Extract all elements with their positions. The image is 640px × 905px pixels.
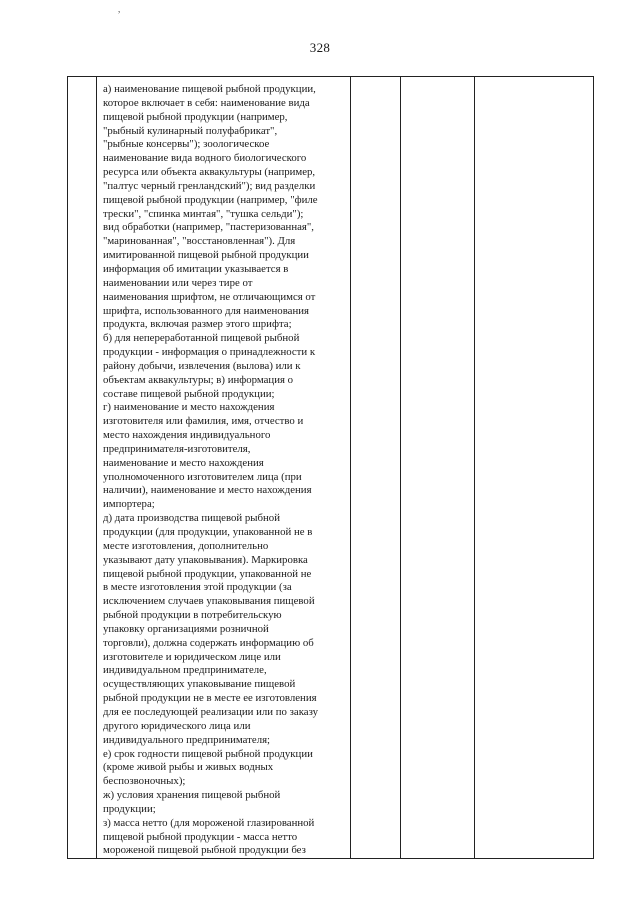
text-line: наименовании или через тире от (103, 276, 253, 289)
text-line: ресурса или объекта аквакультуры (например, (103, 166, 316, 179)
table-cell-empty (401, 77, 475, 859)
text-line: пищевой рыбной продукции, упакованной не (103, 567, 312, 580)
table-row (68, 77, 594, 859)
text-line: шрифта, использованного для наименования (103, 304, 309, 317)
text-line: торговли), должна содержать информацию об (103, 636, 314, 649)
text-line: наличии), наименование и место нахождения (103, 484, 312, 497)
text-line: исключением случаев упаковывания пищевой (103, 595, 315, 608)
text-line: пищевой рыбной продукции - масса нетто (103, 830, 298, 843)
text-line: продукции - информация о принадлежности к (103, 346, 316, 359)
text-line: рыбной продукции не в месте ее изготовления (103, 692, 317, 705)
table-cell-empty (351, 77, 401, 859)
text-line: д) дата производства пищевой рыбной (103, 512, 280, 525)
cell-text-block (97, 77, 350, 858)
text-line: пищевой рыбной продукции (например, "филе (103, 193, 318, 206)
text-line: наименования шрифтом, не отличающимся от (103, 290, 316, 303)
text-line: наименование вида водного биологического (103, 152, 307, 165)
text-line: упаковку организациями розничной (103, 622, 269, 635)
text-line: наименование и место нахождения (103, 456, 264, 469)
text-line: "маринованная", "восстановленная"). Для (103, 235, 296, 248)
text-line: продукции; (103, 802, 156, 815)
text-line: е) срок годности пищевой рыбной продукции (103, 747, 313, 760)
text-line: а) наименование пищевой рыбной продукции, (103, 83, 316, 95)
text-line: индивидуального предпринимателя; (103, 733, 271, 746)
text-line: рыбной продукции в потребительскую (103, 609, 282, 622)
text-line: составе пищевой рыбной продукции; (103, 387, 275, 400)
text-line: уполномоченного изготовителем лица (при (103, 470, 302, 483)
text-line: "рыбные консервы"); зоологическое (103, 138, 270, 151)
text-line: продукции (для продукции, упакованной не в (103, 526, 313, 538)
text-line: изготовителя или фамилия, имя, отчество и (103, 415, 304, 428)
text-line: (кроме живой рыбы и живых водных (103, 761, 274, 774)
text-line: импортера; (103, 498, 155, 511)
text-line: информация об имитации указывается в (103, 262, 289, 275)
corner-mark: , (118, 4, 121, 14)
text-line: "рыбный кулинарный полуфабрикат", (103, 124, 278, 137)
text-line: индивидуальном предпринимателе, (103, 664, 267, 677)
text-line: "палтус черный гренландский"); вид разделки (103, 179, 316, 192)
text-line: г) наименование и место нахождения (103, 401, 275, 414)
page-number: 328 (309, 40, 331, 55)
text-line: району добычи, извлечения (вылова) или к (103, 359, 301, 372)
text-line: объектам аквакультуры; в) информация о (103, 373, 294, 386)
text-line: мороженой пищевой рыбной продукции без (103, 844, 306, 857)
table-cell-number (68, 77, 97, 859)
text-line: вид обработки (например, "пастеризованная", (103, 221, 314, 234)
requirements-table (67, 76, 594, 859)
text-line: продукта, включая размер этого шрифта; (103, 318, 292, 331)
text-line: изготовителе и юридическом лице или (103, 650, 281, 663)
text-line: которое включает в себя: наименование вида (103, 96, 310, 109)
text-line: трески", "спинка минтая", "тушка сельди"); (103, 207, 304, 220)
text-line: пищевой рыбной продукции (например, (103, 110, 288, 123)
text-line: место нахождения индивидуального (103, 429, 271, 442)
text-line: беспозвоночных); (103, 775, 186, 788)
text-line: имитированной пищевой рыбной продукции (103, 249, 309, 262)
text-line: б) для непереработанной пищевой рыбной (103, 332, 300, 345)
text-line: другого юридического лица или (103, 719, 251, 732)
table-cell-text (97, 77, 351, 859)
text-line: ж) условия хранения пищевой рыбной (103, 789, 281, 802)
text-line: месте изготовления, дополнительно (103, 539, 269, 552)
table-cell-empty (475, 77, 594, 859)
text-line: в месте изготовления этой продукции (за (103, 581, 292, 594)
text-line: з) масса нетто (для мороженой глазированной (103, 816, 315, 829)
text-line: предпринимателя-изготовителя, (103, 442, 251, 455)
text-line: для ее последующей реализации или по заказу (103, 705, 318, 718)
text-line: осуществляющих упаковывание пищевой (103, 678, 296, 691)
text-line: указывают дату упаковывания). Маркировка (103, 553, 308, 566)
